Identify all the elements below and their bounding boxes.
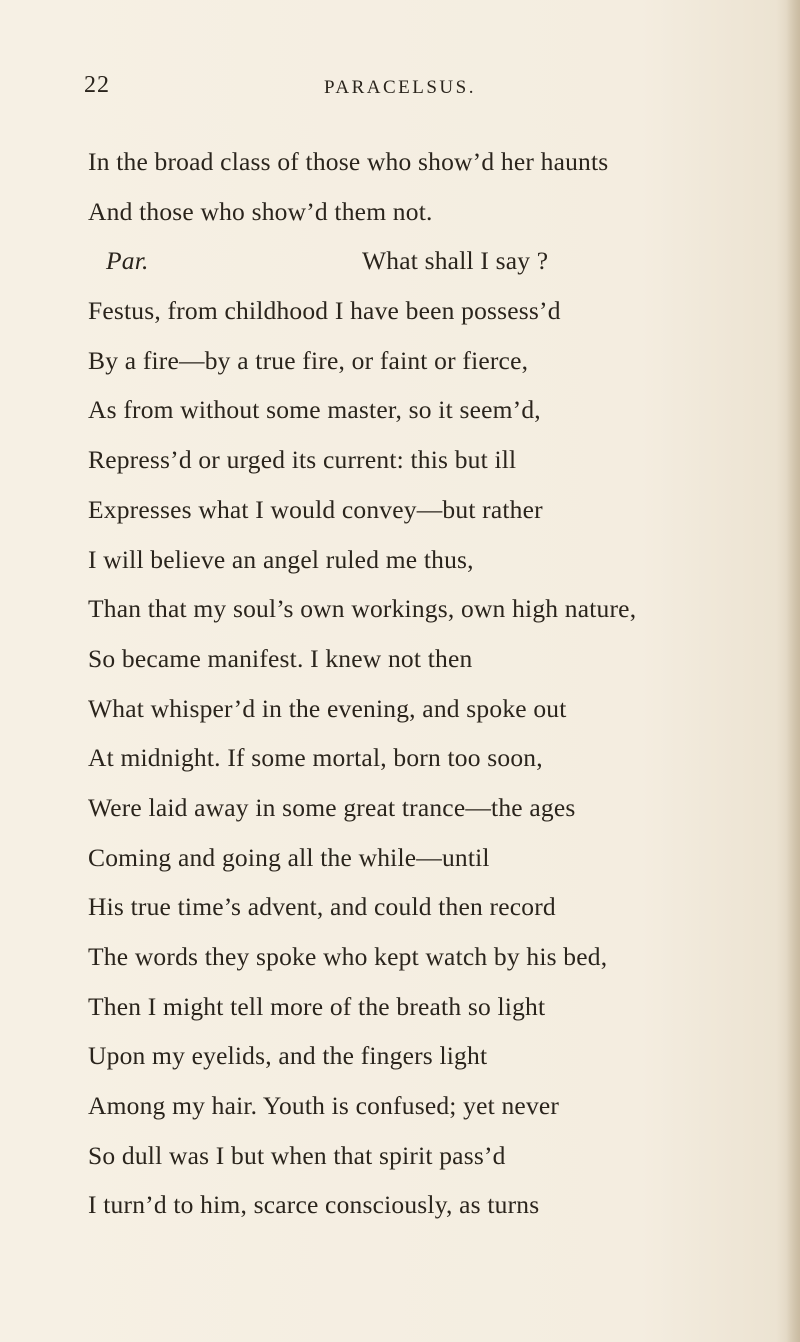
poem-line: Coming and going all the while—until xyxy=(88,842,490,872)
poem-line: So dull was I but when that spirit pass’d xyxy=(88,1140,506,1170)
poem-line: Festus, from childhood I have been possess’d xyxy=(88,296,561,326)
poem-line: And those who show’d them not. xyxy=(88,196,433,226)
poem-line: In the broad class of those who show’d her haunts xyxy=(88,147,609,176)
poem-line: At midnight. If some mortal, born too soon, xyxy=(88,743,543,773)
poem-line: His true time’s advent, and could then record xyxy=(88,892,556,922)
poem-line: So became manifest. I knew not then xyxy=(88,643,473,673)
poem-line: Among my hair. Youth is confused; yet never xyxy=(88,1091,560,1121)
running-title: PARACELSUS. xyxy=(324,77,476,98)
poem-line: I will believe an angel ruled me thus, xyxy=(88,544,474,574)
poem-line: I turn’d to him, scarce consciously, as turns xyxy=(88,1190,540,1220)
poem-line: Were laid away in some great trance—the ages xyxy=(88,792,576,822)
poem-line: The words they spoke who kept watch by his bed, xyxy=(88,942,608,971)
page-number: 22 xyxy=(84,72,110,98)
poem-line-with-speaker xyxy=(88,241,788,291)
poem-line: Then I might tell more of the breath so light xyxy=(88,991,546,1021)
poem-text xyxy=(88,142,788,1235)
page-edge-shadow xyxy=(786,0,800,1342)
speaker-line-text: What shall I say ? xyxy=(362,246,549,276)
poem-line: Expresses what I would convey—but rather xyxy=(88,494,543,524)
speaker-label: Par. xyxy=(106,246,149,276)
poem-line: What whisper’d in the evening, and spoke out xyxy=(88,693,567,723)
poem-line: Than that my soul’s own workings, own high nature, xyxy=(88,594,637,624)
poem-line: By a fire—by a true fire, or faint or fierce, xyxy=(88,345,529,375)
poem-line: As from without some master, so it seem’d, xyxy=(88,395,541,425)
poem-line: Upon my eyelids, and the fingers light xyxy=(88,1041,488,1071)
poem-line: Repress’d or urged its current: this but ill xyxy=(88,445,517,475)
